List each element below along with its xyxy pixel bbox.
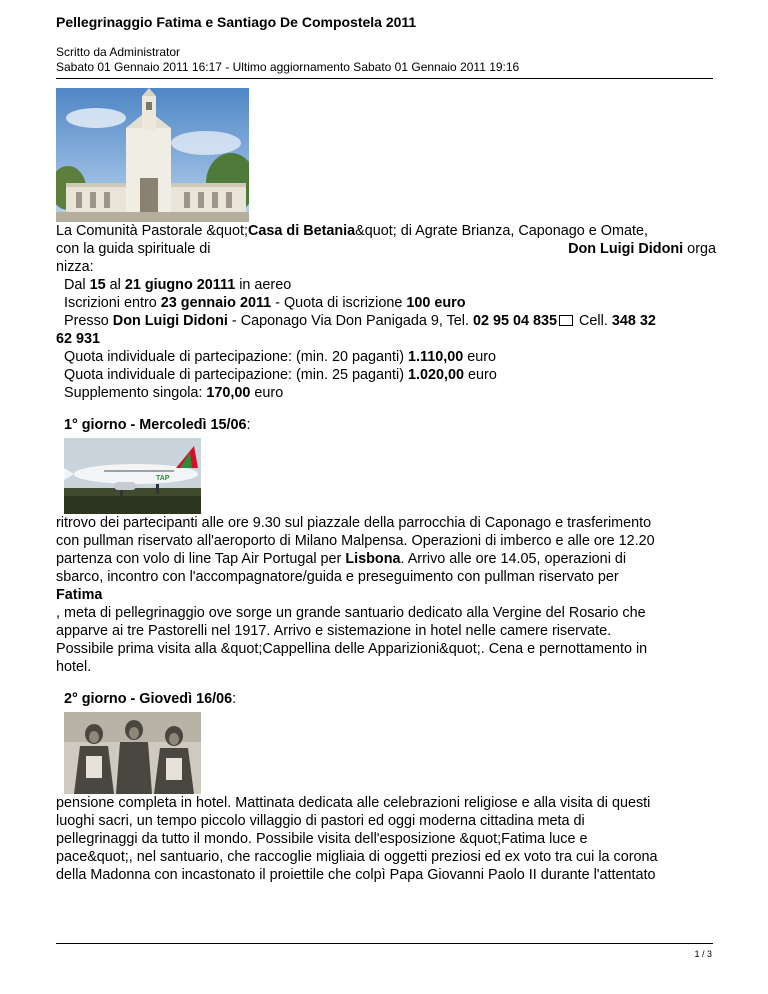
page-number: 1 / 3 — [694, 949, 712, 959]
footer-divider — [56, 943, 713, 944]
day-2-line-4: pace&quot;, nel santuario, che raccoglie migliaia di oggetti preziosi ed ex voto tra cui la corona — [56, 849, 658, 865]
day-2-line-5: della Madonna con incastonato il proiettile che colpì Papa Giovanni Paolo II durante l'attentato — [56, 867, 656, 883]
casa-di-betania: Casa di Betania — [248, 223, 356, 239]
supplement-line: Supplemento singola: 170,00 euro — [64, 385, 284, 401]
dates-line: Dal 15 al 21 giugno 20111 in aereo — [64, 277, 292, 293]
day-2-line-2: luoghi sacri, un tempo piccolo villaggio di pastori ed oggi moderna cittadina meta di — [56, 813, 585, 829]
day-2-line-1: pensione completa in hotel. Mattinata dedicata alle celebrazioni religiose e alla visita di questi — [56, 795, 651, 811]
day-1-line-9: hotel. — [56, 659, 92, 675]
fatima-sanctuary-photo — [56, 88, 249, 222]
day-1-line-4: sbarco, incontro con l'accompagnatore/guida e preseguimento con pullman riservato per — [56, 569, 619, 585]
date-line: Sabato 01 Gennaio 2011 16:17 - Ultimo aggiornamento Sabato 01 Gennaio 2011 19:16 — [56, 60, 520, 74]
intro-line-1: La Comunità Pastorale &quot;Casa di Betania&quot; di Agrate Brianza, Caponago e Omate, — [56, 223, 648, 239]
contact-line-cont: 62 931 — [56, 331, 101, 347]
day-1-line-6: , meta di pellegrinaggio ove sorge un grande santuario dedicato alla Vergine del Rosario che — [56, 605, 646, 621]
day-1-line-3: partenza con volo di line Tap Air Portugal per Lisbona. Arrivo alle ore 14.05, operazioni di — [56, 551, 627, 567]
don-luigi-didoni: Don Luigi Didoni — [568, 241, 684, 257]
day-1-line-1: ritrovo dei partecipanti alle ore 9.30 sul piazzale della parrocchia di Caponago e trasferimento — [56, 515, 652, 531]
intro-line-2: con la guida spirituale di Don Luigi Didoni orga — [56, 241, 716, 257]
day-2-line-3: pellegrinaggi da tutto il mondo. Possibile visita dell'esposizione &quot;Fatima luce e — [56, 831, 588, 847]
day-1-line-5: Fatima — [56, 587, 103, 603]
author-line: Scritto da Administrator — [56, 45, 181, 59]
day-1-line-2: con pullman riservato all'aeroporto di Milano Malpensa. Operazioni di imberco e alle ore 12.20 — [56, 533, 655, 549]
article-body — [56, 88, 716, 884]
header-divider — [56, 78, 713, 79]
page-title: Pellegrinaggio Fatima e Santiago De Compostela 2011 — [56, 14, 417, 30]
three-shepherd-children-photo — [64, 712, 201, 794]
day-1-line-7: apparve ai tre Pastorelli nel 1917. Arrivo e sistemazione in hotel nelle camere riservate. — [56, 623, 612, 639]
quota-25-line: Quota individuale di partecipazione: (min. 25 paganti) 1.020,00 euro — [64, 367, 497, 383]
quota-20-line: Quota individuale di partecipazione: (min. 20 paganti) 1.110,00 euro — [64, 349, 497, 365]
day-1-line-8: Possibile prima visita alla &quot;Cappellina delle Apparizioni&quot;. Cena e pernottamento in — [56, 641, 648, 657]
svg-text:TAP: TAP — [156, 475, 170, 482]
tap-airplane-photo — [64, 438, 201, 514]
day-1-heading: 1° giorno - Mercoledì 15/06: — [64, 417, 251, 433]
contact-line: Presso Don Luigi Didoni - Caponago Via Don Panigada 9, Tel. 02 95 04 835 Cell. 348 32 — [64, 313, 656, 329]
intro-line-3: nizza: — [56, 259, 94, 275]
registration-line: Iscrizioni entro 23 gennaio 2011 - Quota di iscrizione 100 euro — [64, 295, 466, 311]
missing-glyph-box — [559, 315, 573, 326]
day-2-heading: 2° giorno - Giovedì 16/06: — [64, 691, 237, 707]
